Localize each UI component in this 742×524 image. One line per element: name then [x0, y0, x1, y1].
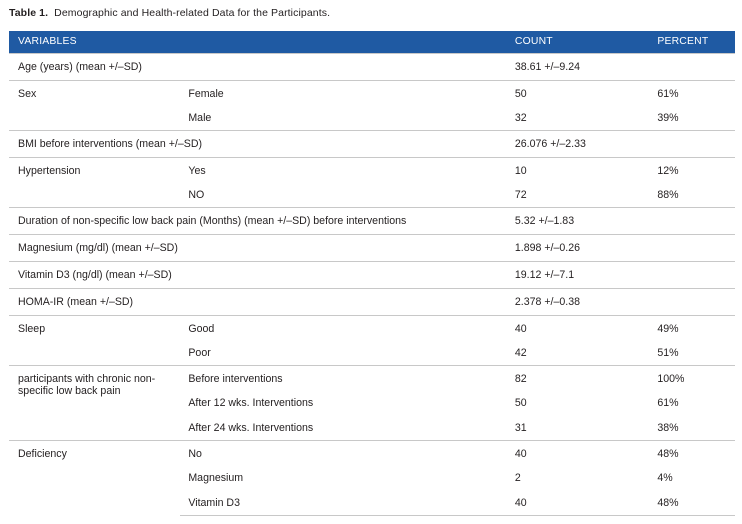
row-percent: 48% — [649, 440, 735, 465]
table-row — [9, 207, 735, 234]
row-sublabel: Female — [180, 80, 507, 105]
table-row — [9, 261, 735, 288]
row-sublabel: NO — [188, 189, 205, 201]
header-percent: PERCENT — [657, 36, 709, 48]
row-count: 2 — [514, 472, 521, 484]
row-percent — [649, 288, 735, 315]
row-count: 26.076 +/–2.33 — [507, 130, 649, 157]
row-percent: 88% — [657, 189, 679, 201]
row-percent: 12% — [649, 157, 735, 182]
row-count: 82 — [507, 365, 649, 390]
row-count: 19.12 +/–7.1 — [507, 261, 649, 288]
row-sublabel: Good — [180, 315, 507, 340]
row-variable: Sex — [9, 80, 180, 130]
row-variable: Hypertension — [9, 157, 180, 207]
row-count: 50 — [514, 397, 527, 409]
row-percent: 100% — [649, 365, 735, 390]
row-variable: BMI before interventions (mean +/–SD) — [9, 130, 507, 157]
table-row — [9, 80, 735, 105]
row-count: 5.32 +/–1.83 — [507, 207, 649, 234]
table-row — [9, 440, 735, 465]
table-header-row — [9, 31, 735, 53]
row-count: 40 — [507, 490, 649, 515]
row-sublabel: Magnesium — [188, 472, 244, 484]
table-caption — [9, 7, 330, 19]
row-count: 1.898 +/–0.26 — [507, 234, 649, 261]
row-percent: 51% — [657, 347, 679, 359]
row-count: 2.378 +/–0.38 — [507, 288, 649, 315]
row-percent: 61% — [657, 397, 679, 409]
row-count: 42 — [514, 347, 527, 359]
table-row — [9, 365, 735, 390]
row-percent — [649, 261, 735, 288]
row-percent — [649, 234, 735, 261]
table-row — [9, 130, 735, 157]
table-row — [9, 315, 735, 340]
row-percent: 48% — [649, 490, 735, 515]
row-percent — [649, 207, 735, 234]
row-percent: 4% — [657, 472, 673, 484]
row-percent: 38% — [657, 422, 679, 434]
row-variable: Sleep — [9, 315, 180, 365]
row-variable: Magnesium (mg/dl) (mean +/–SD) — [9, 234, 507, 261]
row-count: 40 — [507, 315, 649, 340]
row-percent: 39% — [657, 112, 679, 124]
row-sublabel: Vitamin D3 — [180, 490, 507, 515]
row-variable: participants with chronic non-specific low back pain — [9, 365, 180, 440]
row-count: 50 — [507, 80, 649, 105]
row-variable: Duration of non-specific low back pain (Months) (mean +/–SD) before interventions — [9, 207, 507, 234]
row-sublabel: Poor — [188, 347, 211, 359]
row-sublabel: After 24 wks. Interventions — [188, 422, 314, 434]
row-sublabel: After 12 wks. Interventions — [188, 397, 314, 409]
row-variable: Deficiency — [9, 440, 180, 515]
row-sublabel: Yes — [180, 157, 507, 182]
row-sublabel: Before interventions — [180, 365, 507, 390]
row-count: 72 — [514, 189, 527, 201]
row-count: 31 — [514, 422, 527, 434]
table-row — [9, 157, 735, 182]
row-variable: HOMA-IR (mean +/–SD) — [9, 288, 507, 315]
row-count: 10 — [507, 157, 649, 182]
row-percent — [649, 53, 735, 80]
row-count: 38.61 +/–9.24 — [507, 53, 649, 80]
demographics-table — [9, 31, 735, 516]
table-row — [9, 53, 735, 80]
row-sublabel: Male — [188, 112, 212, 124]
table-caption-label: Table 1. — [9, 7, 49, 19]
row-percent — [649, 130, 735, 157]
row-count: 40 — [507, 440, 649, 465]
table-body — [9, 53, 735, 515]
table-row — [9, 234, 735, 261]
header-variables: VARIABLES — [18, 36, 77, 48]
row-variable: Vitamin D3 (ng/dl) (mean +/–SD) — [9, 261, 507, 288]
row-variable: Age (years) (mean +/–SD) — [9, 53, 507, 80]
header-count: COUNT — [514, 36, 553, 48]
row-sublabel: No — [180, 440, 507, 465]
row-percent: 61% — [649, 80, 735, 105]
table-caption-text: Demographic and Health-related Data for the Participants. — [54, 7, 331, 19]
table-row — [9, 288, 735, 315]
row-count: 32 — [514, 112, 527, 124]
row-percent: 49% — [649, 315, 735, 340]
